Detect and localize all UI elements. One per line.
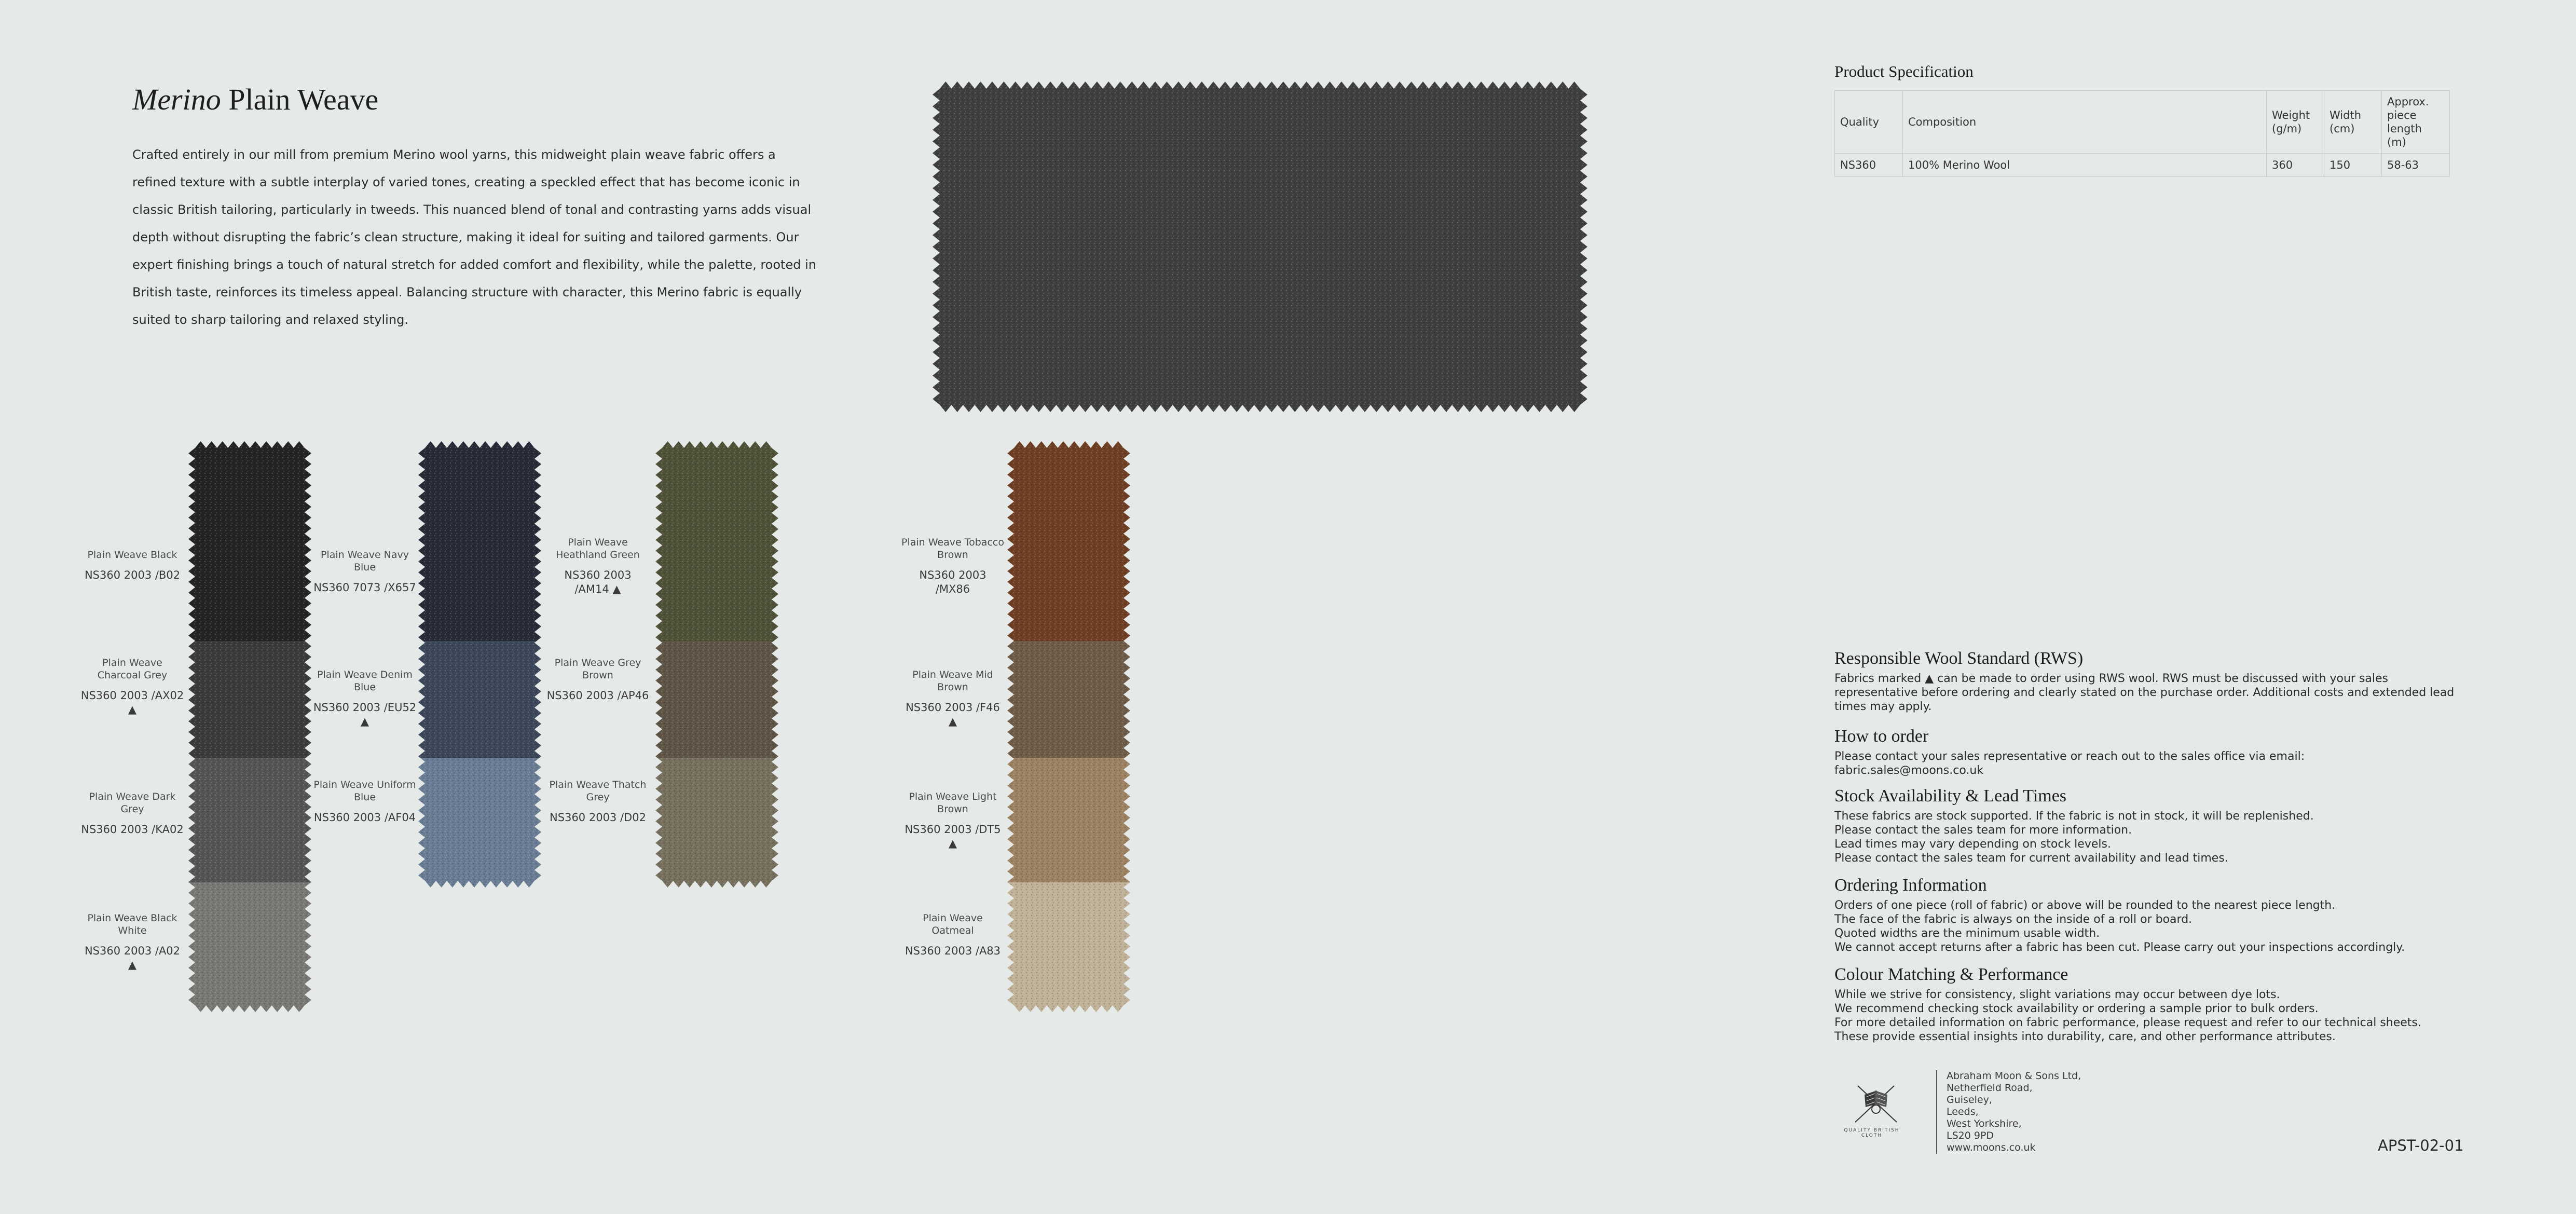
swatch-code: NS360 7073 /X657 <box>313 581 416 594</box>
swatch-code: NS360 2003 /KA02 <box>81 823 184 836</box>
section-colour-matching <box>1834 965 2462 1044</box>
swatch-name: Plain Weave Black <box>87 549 177 561</box>
company-address <box>1936 1070 2081 1154</box>
swatch-label <box>546 779 650 825</box>
swatch-code: NS360 2003 /EU52 ▲ <box>313 701 417 728</box>
title-rest: Plain Weave <box>228 83 379 116</box>
spec-cell: NS360 <box>1835 154 1903 177</box>
spec-cell: 150 <box>2324 154 2382 177</box>
swatch-name: Plain Weave Navy Blue <box>320 549 409 573</box>
swatch-code: NS360 2003 /A02 ▲ <box>84 945 181 971</box>
section-text: Quoted widths are the minimum usable width. <box>1834 927 2100 940</box>
swatch-column-blues <box>418 441 541 888</box>
swatch-name: Plain Weave Oatmeal <box>923 912 983 936</box>
swatch-label <box>546 536 650 596</box>
fabric-swatch-1 <box>1007 441 1130 641</box>
title-italic: Merino <box>132 83 221 116</box>
section-text: Please contact your sales representative or reach out to the sales office via email: <box>1834 750 2305 763</box>
swatch-label <box>901 669 1005 729</box>
section-text: Please contact the sales team for more information. <box>1834 824 2132 837</box>
swatch-label <box>80 657 184 717</box>
section-text: While we strive for consistency, slight variations may occur between dye lots. <box>1834 988 2280 1001</box>
swatch-label <box>313 779 417 825</box>
address-line: West Yorkshire, <box>1947 1118 2022 1129</box>
swatch-name: Plain Weave Uniform Blue <box>313 779 416 803</box>
spec-header: Width (cm) <box>2324 91 2382 154</box>
swatch-column-greys <box>188 441 311 1012</box>
swatch-column-browns <box>1007 441 1130 1012</box>
swatch-name: Plain Weave Grey Brown <box>554 657 641 681</box>
section-text: The face of the fabric is always on the inside of a roll or board. <box>1834 913 2193 926</box>
spec-header: Weight (g/m) <box>2267 91 2324 154</box>
spec-cell: 360 <box>2267 154 2324 177</box>
swatch-label <box>901 536 1005 596</box>
fabric-swatch-3 <box>418 758 541 888</box>
fabric-swatch-1 <box>418 441 541 641</box>
swatch-name: Plain Weave Tobacco Brown <box>901 537 1004 561</box>
address-line: Leeds, <box>1947 1106 1979 1117</box>
swatch-label <box>80 790 184 837</box>
swatch-name: Plain Weave Black White <box>87 912 177 936</box>
swatch-label <box>80 912 184 972</box>
swatch-label <box>901 790 1005 851</box>
section-text: Lead times may vary depending on stock levels. <box>1834 838 2111 851</box>
swatch-code: NS360 2003 /F46 ▲ <box>906 701 1000 728</box>
swatch-label <box>313 669 417 729</box>
swatch-code: NS360 2003 /B02 <box>84 569 181 581</box>
swatch-code: NS360 2003 /AP46 <box>546 689 649 702</box>
fabric-swatch-2 <box>188 641 311 758</box>
swatch-column-greens <box>655 441 778 888</box>
section-text: Orders of one piece (roll of fabric) or above will be rounded to the nearest piece length. <box>1834 899 2336 912</box>
fabric-swatch-3 <box>655 758 778 888</box>
fabric-swatch-3 <box>188 758 311 882</box>
swatch-code: NS360 2003 /DT5 ▲ <box>905 823 1001 850</box>
hero-fabric-shape <box>933 81 1587 412</box>
email-link[interactable]: fabric.sales@moons.co.uk <box>1834 764 1984 777</box>
section-ordering <box>1834 876 2462 954</box>
fabric-swatch-1 <box>655 441 778 641</box>
swatch-code: NS360 2003 /AM14 ▲ <box>564 569 632 595</box>
spec-header-row <box>1835 91 2450 154</box>
section-text: Fabrics marked ▲ can be made to order using RWS wool. RWS must be discussed with your sales representative before ordering and clearly stated on the purchase order. Additional costs and extended lead times may apply. <box>1834 672 2455 713</box>
address-line: Abraham Moon & Sons Ltd, <box>1947 1070 2081 1082</box>
section-text: For more detailed information on fabric performance, please request and refer to our technical sheets. <box>1834 1016 2421 1029</box>
intro-paragraph: Crafted entirely in our mill from premium Merino wool yarns, this midweight plain weave fabric offers a refined texture with a subtle interplay of varied tones, creating a speckled effect that has become iconic in classic British tailoring, particularly in tweeds. This nuanced blend of tonal and contrasting yarns adds visual depth without disrupting the fabric’s clean structure, making it ideal for suiting and tailored garments. Our expert finishing brings a touch of natural stretch for added comfort and flexibility, while the palette, rooted in British taste, reinforces its timeless appeal. Balancing structure with character, this Merino fabric is equally suited to sharp tailoring and relaxed styling. <box>132 147 816 327</box>
swatch-code: NS360 2003 /AF04 <box>313 811 416 824</box>
swatch-label <box>546 657 650 703</box>
swatch-name: Plain Weave Dark Grey <box>89 791 176 815</box>
fabric-swatch-2 <box>1007 641 1130 758</box>
fabric-swatch-2 <box>655 641 778 758</box>
swatch-name: Plain Weave Charcoal Grey <box>97 657 168 681</box>
section-heading: How to order <box>1834 727 1929 746</box>
fabric-swatch-3 <box>1007 758 1130 882</box>
spec-row <box>1835 154 2450 177</box>
section-text: We cannot accept returns after a fabric has been cut. Please carry out your inspections accordingly. <box>1834 941 2405 954</box>
address-line: Guiseley, <box>1947 1094 1992 1106</box>
spec-title: Product Specification <box>1834 62 1974 80</box>
spec-header: Composition <box>1903 91 2267 154</box>
section-how-to-order <box>1834 727 2462 777</box>
section-heading: Ordering Information <box>1834 876 1987 895</box>
swatch-label <box>313 549 417 595</box>
address-line: Netherfield Road, <box>1947 1082 2033 1094</box>
swatch-name: Plain Weave Thatch Grey <box>549 779 647 803</box>
section-heading: Stock Availability & Lead Times <box>1834 786 2067 806</box>
spec-cell: 100% Merino Wool <box>1903 154 2267 177</box>
swatch-label <box>80 549 184 582</box>
swatch-name: Plain Weave Denim Blue <box>317 669 413 693</box>
website-link[interactable]: www.moons.co.uk <box>1947 1142 2036 1153</box>
section-rws <box>1834 649 2462 714</box>
section-text: Please contact the sales team for current availability and lead times. <box>1834 852 2228 865</box>
swatch-name: Plain Weave Heathland Green <box>556 537 640 561</box>
section-text: These fabrics are stock supported. If the fabric is not in stock, it will be replenished. <box>1834 810 2314 823</box>
section-stock <box>1834 786 2462 865</box>
spec-header: Quality <box>1835 91 1903 154</box>
swatch-code: NS360 2003 /D02 <box>550 811 646 824</box>
section-text: We recommend checking stock availability or ordering a sample prior to bulk orders. <box>1834 1002 2319 1015</box>
logo-caption: QUALITY BRITISH CLOTH <box>1844 1128 1900 1138</box>
swatch-code: NS360 2003 /MX86 <box>919 569 986 595</box>
hero-fabric-swatch <box>933 81 1587 412</box>
fabric-swatch-1 <box>188 441 311 641</box>
swatch-label <box>901 912 1005 958</box>
page-title <box>132 82 378 117</box>
section-heading: Responsible Wool Standard (RWS) <box>1834 649 2084 668</box>
swatch-code: NS360 2003 /AX02 ▲ <box>80 689 184 716</box>
address-line: LS20 9PD <box>1947 1130 1994 1141</box>
fabric-swatch-4 <box>188 882 311 1012</box>
swatch-name: Plain Weave Mid Brown <box>912 669 993 693</box>
spec-header: Approx. piece length (m) <box>2382 91 2450 154</box>
swatch-name: Plain Weave Light Brown <box>909 791 997 815</box>
spec-table <box>1834 90 2450 177</box>
section-text: These provide essential insights into durability, care, and other performance attributes. <box>1834 1030 2336 1043</box>
document-reference: APST-02-01 <box>2378 1137 2464 1154</box>
fabric-swatch-4 <box>1007 882 1130 1012</box>
section-heading: Colour Matching & Performance <box>1834 965 2068 984</box>
spec-cell: 58-63 <box>2382 154 2450 177</box>
fabric-swatch-2 <box>418 641 541 758</box>
moons-logo-crossed-flags-icon <box>1845 1083 1907 1125</box>
swatch-code: NS360 2003 /A83 <box>905 945 1001 957</box>
